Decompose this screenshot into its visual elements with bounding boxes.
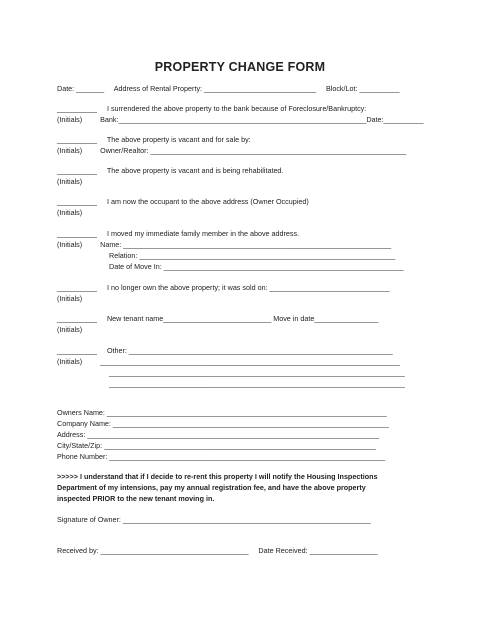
section-1-sub: (Initials) Bank:______________________________________________________________Date:__________ (57, 115, 424, 124)
owners-name-field: Owners Name: ______________________________________________________________________ (57, 408, 387, 417)
section-7-line: __________ New tenant name___________________________ Move in date________________ (57, 314, 379, 323)
section-5-sub: (Initials) Name: ___________________________________________________________________ (57, 240, 392, 249)
section-2-sub: (Initials) Owner/Realtor: ________________________________________________________________ (57, 146, 407, 155)
section-8-line-2: __________________________________________________________________________ (109, 368, 405, 377)
section-6-line: __________ I no longer own the above property; it was sold on: ______________________________ (57, 283, 390, 292)
address-field: Address: _________________________________________________________________________ (57, 430, 380, 439)
phone-number-field: Phone Number: _____________________________________________________________________ (57, 452, 386, 461)
section-8-line-3: __________________________________________________________________________ (109, 379, 405, 388)
received-field: Received by: _____________________________________ Date Received: _________________ (57, 546, 378, 555)
section-2-line: __________ The above property is vacant and for sale by: (57, 135, 251, 144)
section-6-sub: (Initials) (57, 294, 83, 303)
form-title: PROPERTY CHANGE FORM (154, 60, 326, 74)
section-3-line: __________ The above property is vacant and is being rehabilitated. (57, 166, 284, 175)
signature-field: Signature of Owner: ______________________________________________________________ (57, 515, 371, 524)
section-5-line: __________ I moved my immediate family member in the above address. (57, 229, 300, 238)
notice-line-1: >>>>> I understand that if I decide to re-rent this property I will notify the Housing Inspections (57, 472, 378, 481)
section-5-relation: Relation: ________________________________________________________________ (109, 251, 396, 260)
notice-line-3: inspected PRIOR to the new tenant moving in. (57, 494, 215, 503)
section-1-line: __________ I surrendered the above property to the bank because of Foreclosure/Bankruptcy: (57, 104, 367, 113)
company-name-field: Company Name: _____________________________________________________________________ (57, 419, 389, 428)
section-3-sub: (Initials) (57, 177, 83, 186)
section-5-move-in: Date of Move In: ____________________________________________________________ (109, 262, 404, 271)
notice-line-2: Department of my intensions, pay my annual registration fee, and have the above property (57, 483, 366, 492)
city-state-zip-field: City/State/Zip: ____________________________________________________________________ (57, 441, 376, 450)
section-4-line: __________ I am now the occupant to the above address (Owner Occupied) (57, 197, 309, 206)
section-4-sub: (Initials) (57, 208, 83, 217)
section-7-sub: (Initials) (57, 325, 83, 334)
section-8-sub: (Initials) ___________________________________________________________________________ (57, 357, 400, 366)
section-8-line: __________ Other: __________________________________________________________________ (57, 346, 393, 355)
header-line: Date: _______ Address of Rental Property: ____________________________ Block/Lot: __________ (57, 84, 400, 93)
